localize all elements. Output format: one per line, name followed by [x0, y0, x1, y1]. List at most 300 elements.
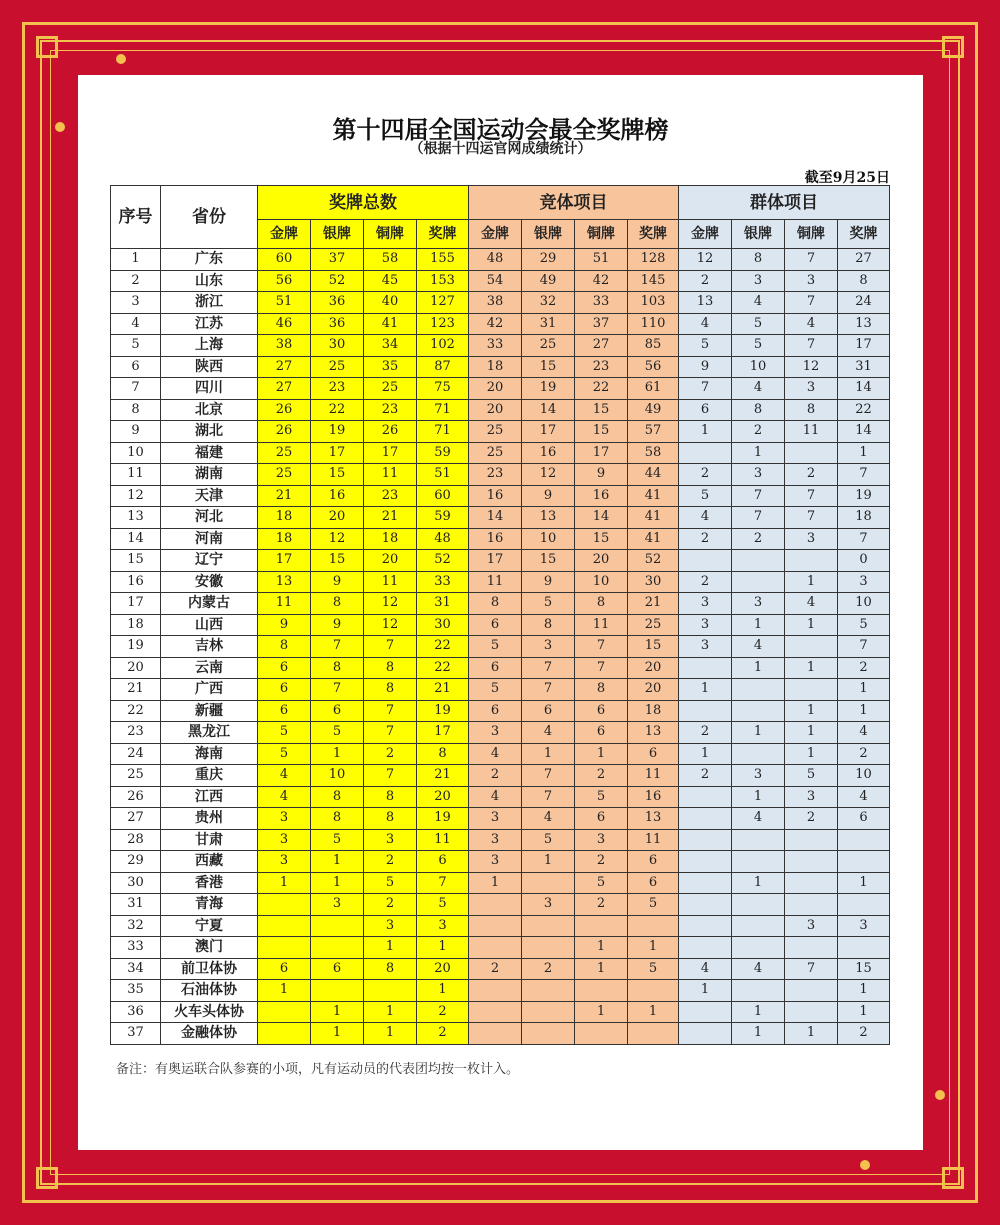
rank-cell: 6 [111, 356, 161, 378]
medal-count-cell: 33 [417, 571, 469, 593]
medal-count-cell: 27 [258, 378, 311, 400]
medal-count-cell: 12 [522, 464, 575, 486]
medal-count-cell: 3 [838, 571, 890, 593]
province-cell: 内蒙古 [161, 593, 258, 615]
medal-count-cell [522, 872, 575, 894]
medal-count-cell: 4 [785, 313, 838, 335]
province-cell: 澳门 [161, 937, 258, 959]
medal-count-cell: 11 [258, 593, 311, 615]
medal-count-cell: 21 [258, 485, 311, 507]
medal-count-cell: 51 [417, 464, 469, 486]
medal-count-cell [469, 915, 522, 937]
medal-count-cell: 38 [258, 335, 311, 357]
medal-count-cell: 3 [785, 786, 838, 808]
medal-count-cell: 7 [364, 765, 417, 787]
medal-count-cell: 2 [469, 765, 522, 787]
medal-count-cell: 35 [364, 356, 417, 378]
table-row [111, 464, 890, 486]
table-row [111, 421, 890, 443]
medal-count-cell: 31 [417, 593, 469, 615]
medal-count-cell [679, 1023, 732, 1045]
medal-count-cell: 16 [628, 786, 679, 808]
medal-count-cell: 102 [417, 335, 469, 357]
medal-count-cell: 11 [785, 421, 838, 443]
medal-count-cell: 5 [417, 894, 469, 916]
medal-count-cell [628, 980, 679, 1002]
medal-count-cell: 25 [469, 442, 522, 464]
medal-count-cell: 1 [838, 679, 890, 701]
medal-count-cell: 18 [628, 700, 679, 722]
medal-count-cell: 54 [469, 270, 522, 292]
medal-count-cell: 3 [258, 808, 311, 830]
medal-count-cell: 6 [258, 958, 311, 980]
rank-cell: 9 [111, 421, 161, 443]
medal-count-cell: 2 [679, 571, 732, 593]
medal-count-cell: 110 [628, 313, 679, 335]
medal-count-cell: 4 [785, 593, 838, 615]
medal-count-cell: 59 [417, 442, 469, 464]
medal-count-cell: 5 [522, 829, 575, 851]
medal-count-cell: 5 [732, 313, 785, 335]
medal-count-cell: 27 [258, 356, 311, 378]
medal-count-cell: 3 [785, 915, 838, 937]
medal-count-cell: 5 [258, 743, 311, 765]
medal-count-cell: 56 [628, 356, 679, 378]
rank-cell: 4 [111, 313, 161, 335]
medal-table [110, 185, 890, 1045]
medal-count-cell: 10 [575, 571, 628, 593]
table-row [111, 872, 890, 894]
province-cell: 湖北 [161, 421, 258, 443]
medal-count-cell: 5 [469, 636, 522, 658]
medal-count-cell: 15 [838, 958, 890, 980]
province-cell: 浙江 [161, 292, 258, 314]
medal-count-cell: 15 [628, 636, 679, 658]
medal-count-cell: 20 [575, 550, 628, 572]
table-row [111, 356, 890, 378]
rank-cell: 24 [111, 743, 161, 765]
medal-count-cell: 57 [628, 421, 679, 443]
medal-count-cell: 17 [522, 421, 575, 443]
province-cell: 新疆 [161, 700, 258, 722]
rank-cell: 37 [111, 1023, 161, 1045]
medal-count-cell [785, 636, 838, 658]
medal-count-cell: 26 [258, 421, 311, 443]
medal-count-cell: 7 [785, 507, 838, 529]
province-cell: 火车头体协 [161, 1001, 258, 1023]
medal-count-cell: 4 [679, 313, 732, 335]
table-row [111, 636, 890, 658]
medal-count-cell: 7 [785, 958, 838, 980]
subheader-cell: 银牌 [522, 220, 575, 249]
subheader-cell: 铜牌 [364, 220, 417, 249]
page-title: 第十四届全国运动会最全奖牌榜 [332, 115, 669, 144]
paper-sheet [78, 75, 923, 1150]
medal-count-cell: 1 [364, 937, 417, 959]
medal-count-cell: 8 [311, 786, 364, 808]
medal-count-cell [732, 829, 785, 851]
medal-count-cell: 15 [575, 528, 628, 550]
table-row [111, 399, 890, 421]
medal-count-cell: 18 [469, 356, 522, 378]
medal-count-cell: 3 [785, 270, 838, 292]
medal-count-cell: 44 [628, 464, 679, 486]
medal-count-cell: 3 [364, 829, 417, 851]
medal-count-cell: 25 [258, 464, 311, 486]
medal-count-cell: 4 [522, 808, 575, 830]
medal-count-cell: 1 [575, 937, 628, 959]
medal-count-cell: 52 [628, 550, 679, 572]
rank-cell: 35 [111, 980, 161, 1002]
subheader-cell: 奖牌 [417, 220, 469, 249]
medal-count-cell [679, 937, 732, 959]
medal-count-cell: 5 [679, 485, 732, 507]
medal-count-cell: 5 [522, 593, 575, 615]
medal-count-cell: 153 [417, 270, 469, 292]
medal-count-cell: 1 [838, 980, 890, 1002]
medal-count-cell [469, 894, 522, 916]
medal-count-cell: 20 [417, 786, 469, 808]
medal-count-cell: 1 [785, 614, 838, 636]
medal-count-cell: 9 [522, 571, 575, 593]
table-row [111, 851, 890, 873]
medal-count-cell: 41 [628, 485, 679, 507]
rank-cell: 29 [111, 851, 161, 873]
medal-count-cell [679, 872, 732, 894]
medal-count-cell: 2 [785, 464, 838, 486]
medal-count-cell [522, 915, 575, 937]
table-row [111, 313, 890, 335]
medal-count-cell [732, 743, 785, 765]
subheader-cell: 奖牌 [628, 220, 679, 249]
province-cell: 甘肃 [161, 829, 258, 851]
medal-count-cell: 52 [311, 270, 364, 292]
subheader-cell: 铜牌 [575, 220, 628, 249]
medal-count-cell: 4 [679, 507, 732, 529]
medal-count-cell: 3 [785, 378, 838, 400]
province-cell: 河南 [161, 528, 258, 550]
medal-count-cell: 3 [469, 851, 522, 873]
medal-count-cell: 1 [732, 657, 785, 679]
medal-count-cell: 3 [258, 829, 311, 851]
medal-count-cell: 32 [522, 292, 575, 314]
medal-count-cell: 8 [364, 786, 417, 808]
rank-cell: 25 [111, 765, 161, 787]
medal-count-cell: 60 [417, 485, 469, 507]
province-cell: 广西 [161, 679, 258, 701]
rank-cell: 20 [111, 657, 161, 679]
province-cell: 吉林 [161, 636, 258, 658]
medal-count-cell: 75 [417, 378, 469, 400]
medal-count-cell [258, 1001, 311, 1023]
medal-count-cell: 4 [732, 378, 785, 400]
medal-count-cell: 22 [417, 636, 469, 658]
medal-count-cell: 7 [838, 636, 890, 658]
province-cell: 广东 [161, 249, 258, 271]
medal-count-cell: 21 [628, 593, 679, 615]
rank-cell: 11 [111, 464, 161, 486]
rank-cell: 16 [111, 571, 161, 593]
table-row [111, 722, 890, 744]
medal-count-cell: 2 [364, 743, 417, 765]
medal-count-cell: 18 [258, 507, 311, 529]
medal-count-cell: 23 [364, 485, 417, 507]
medal-count-cell: 7 [522, 765, 575, 787]
medal-count-cell: 1 [679, 421, 732, 443]
medal-count-cell: 25 [364, 378, 417, 400]
rank-cell: 32 [111, 915, 161, 937]
medal-count-cell: 11 [575, 614, 628, 636]
table-row [111, 1001, 890, 1023]
province-cell: 海南 [161, 743, 258, 765]
medal-count-cell: 14 [522, 399, 575, 421]
medal-count-cell: 1 [838, 700, 890, 722]
medal-count-cell: 8 [732, 249, 785, 271]
medal-count-cell: 3 [732, 464, 785, 486]
table-row [111, 1023, 890, 1045]
medal-count-cell: 1 [732, 872, 785, 894]
medal-count-cell: 16 [575, 485, 628, 507]
medal-count-cell: 1 [628, 1001, 679, 1023]
medal-count-cell: 42 [575, 270, 628, 292]
medal-count-cell: 1 [469, 872, 522, 894]
medal-count-cell: 27 [575, 335, 628, 357]
medal-count-cell: 61 [628, 378, 679, 400]
medal-count-cell: 8 [311, 657, 364, 679]
table-row [111, 249, 890, 271]
medal-count-cell: 71 [417, 399, 469, 421]
table-row [111, 292, 890, 314]
subheader-cell: 银牌 [311, 220, 364, 249]
medal-count-cell: 1 [417, 937, 469, 959]
medal-count-cell: 58 [628, 442, 679, 464]
medal-count-cell: 8 [364, 808, 417, 830]
medal-count-cell [469, 1023, 522, 1045]
rank-cell: 8 [111, 399, 161, 421]
medal-count-cell [522, 980, 575, 1002]
rank-cell: 1 [111, 249, 161, 271]
medal-count-cell [679, 808, 732, 830]
table-row [111, 571, 890, 593]
rank-cell: 26 [111, 786, 161, 808]
province-cell: 辽宁 [161, 550, 258, 572]
medal-count-cell: 24 [838, 292, 890, 314]
medal-count-cell: 7 [417, 872, 469, 894]
table-row [111, 937, 890, 959]
medal-count-cell [732, 937, 785, 959]
rank-cell: 3 [111, 292, 161, 314]
medal-count-cell: 17 [311, 442, 364, 464]
medal-count-cell: 1 [732, 786, 785, 808]
medal-count-cell: 7 [732, 507, 785, 529]
province-cell: 香港 [161, 872, 258, 894]
footnote: 备注：有奥运联合队参赛的小项，凡有运动员的代表团均按一枚计入。 [116, 1062, 520, 1077]
medal-count-cell: 6 [469, 700, 522, 722]
medal-count-cell: 13 [258, 571, 311, 593]
medal-count-cell: 1 [732, 1023, 785, 1045]
medal-count-cell: 4 [679, 958, 732, 980]
medal-count-cell [311, 915, 364, 937]
medal-count-cell [679, 786, 732, 808]
medal-count-cell: 7 [732, 485, 785, 507]
medal-count-cell: 11 [628, 829, 679, 851]
medal-count-cell: 1 [311, 1001, 364, 1023]
province-cell: 石油体协 [161, 980, 258, 1002]
medal-count-cell [311, 980, 364, 1002]
medal-count-cell: 4 [469, 743, 522, 765]
medal-count-cell: 1 [785, 722, 838, 744]
rank-cell: 5 [111, 335, 161, 357]
medal-count-cell: 6 [628, 851, 679, 873]
medal-count-cell: 14 [469, 507, 522, 529]
corner-ornament [36, 36, 58, 58]
medal-count-cell: 14 [838, 421, 890, 443]
medal-count-cell: 5 [364, 872, 417, 894]
medal-count-cell: 11 [469, 571, 522, 593]
medal-count-cell: 27 [838, 249, 890, 271]
medal-count-cell: 10 [732, 356, 785, 378]
medal-count-cell: 4 [838, 786, 890, 808]
table-row [111, 550, 890, 572]
medal-count-cell: 15 [575, 399, 628, 421]
province-cell: 江苏 [161, 313, 258, 335]
medal-count-cell: 7 [364, 722, 417, 744]
rank-cell: 34 [111, 958, 161, 980]
medal-count-cell [575, 980, 628, 1002]
medal-count-cell: 10 [838, 765, 890, 787]
medal-count-cell: 5 [311, 722, 364, 744]
table-row [111, 765, 890, 787]
medal-count-cell [258, 894, 311, 916]
medal-count-cell: 7 [575, 657, 628, 679]
medal-count-cell: 85 [628, 335, 679, 357]
medal-count-cell: 1 [732, 614, 785, 636]
rank-cell: 18 [111, 614, 161, 636]
medal-count-cell: 4 [732, 958, 785, 980]
medal-count-cell: 15 [522, 356, 575, 378]
medal-count-cell: 2 [679, 765, 732, 787]
medal-count-cell: 17 [575, 442, 628, 464]
medal-count-cell: 5 [679, 335, 732, 357]
medal-count-cell [469, 1001, 522, 1023]
rank-cell: 19 [111, 636, 161, 658]
medal-count-cell: 22 [311, 399, 364, 421]
province-cell: 重庆 [161, 765, 258, 787]
medal-count-cell: 6 [575, 722, 628, 744]
province-cell: 山东 [161, 270, 258, 292]
medal-count-cell: 4 [469, 786, 522, 808]
medal-count-cell: 6 [522, 700, 575, 722]
table-row [111, 528, 890, 550]
medal-count-cell [258, 937, 311, 959]
table-row [111, 378, 890, 400]
medal-count-cell: 25 [258, 442, 311, 464]
medal-count-cell: 6 [311, 700, 364, 722]
medal-count-cell: 42 [469, 313, 522, 335]
medal-count-cell: 15 [522, 550, 575, 572]
medal-count-cell [785, 980, 838, 1002]
medal-count-cell: 8 [522, 614, 575, 636]
medal-count-cell: 1 [311, 743, 364, 765]
medal-count-cell: 15 [311, 464, 364, 486]
medal-count-cell: 8 [732, 399, 785, 421]
rank-cell: 17 [111, 593, 161, 615]
medal-count-cell: 12 [311, 528, 364, 550]
medal-count-cell: 2 [469, 958, 522, 980]
medal-count-cell: 37 [575, 313, 628, 335]
medal-count-cell: 3 [732, 270, 785, 292]
medal-count-cell: 8 [417, 743, 469, 765]
medal-count-cell: 3 [679, 593, 732, 615]
medal-count-cell: 23 [364, 399, 417, 421]
medal-count-cell: 6 [838, 808, 890, 830]
medal-count-cell: 1 [258, 872, 311, 894]
medal-count-cell: 2 [575, 894, 628, 916]
medal-count-cell: 7 [785, 335, 838, 357]
rank-cell: 31 [111, 894, 161, 916]
medal-count-cell: 34 [364, 335, 417, 357]
medal-count-cell: 15 [575, 421, 628, 443]
medal-count-cell: 0 [838, 550, 890, 572]
medal-count-cell: 19 [417, 808, 469, 830]
rank-cell: 10 [111, 442, 161, 464]
medal-count-cell: 20 [311, 507, 364, 529]
table-row [111, 614, 890, 636]
medal-count-cell: 1 [679, 743, 732, 765]
medal-count-cell: 9 [575, 464, 628, 486]
table-row [111, 700, 890, 722]
medal-count-cell: 6 [311, 958, 364, 980]
medal-count-cell: 7 [575, 636, 628, 658]
medal-count-cell: 18 [364, 528, 417, 550]
medal-count-cell: 6 [628, 872, 679, 894]
medal-count-cell [785, 1001, 838, 1023]
province-cell: 河北 [161, 507, 258, 529]
medal-count-cell: 6 [469, 614, 522, 636]
medal-count-cell: 8 [311, 593, 364, 615]
rank-cell: 30 [111, 872, 161, 894]
gold-dot [860, 1160, 870, 1170]
medal-count-cell: 2 [575, 765, 628, 787]
medal-count-cell: 41 [628, 528, 679, 550]
medal-count-cell: 7 [679, 378, 732, 400]
rank-cell: 15 [111, 550, 161, 572]
medal-count-cell: 10 [311, 765, 364, 787]
medal-count-cell: 13 [679, 292, 732, 314]
table-row [111, 335, 890, 357]
medal-count-cell: 23 [575, 356, 628, 378]
table-row [111, 808, 890, 830]
medal-count-cell [838, 937, 890, 959]
medal-count-cell [732, 700, 785, 722]
medal-count-cell: 1 [838, 442, 890, 464]
medal-count-cell: 3 [785, 528, 838, 550]
subheader-cell: 金牌 [258, 220, 311, 249]
medal-count-cell: 16 [311, 485, 364, 507]
table-row [111, 786, 890, 808]
medal-count-cell: 3 [311, 894, 364, 916]
medal-count-cell [679, 829, 732, 851]
header-group-mass: 群体项目 [679, 186, 890, 220]
medal-count-cell [522, 1023, 575, 1045]
medal-count-cell: 5 [838, 614, 890, 636]
rank-cell: 36 [111, 1001, 161, 1023]
medal-count-cell [679, 851, 732, 873]
medal-count-cell [838, 829, 890, 851]
medal-count-cell: 1 [575, 1001, 628, 1023]
rank-cell: 33 [111, 937, 161, 959]
medal-count-cell: 20 [628, 657, 679, 679]
